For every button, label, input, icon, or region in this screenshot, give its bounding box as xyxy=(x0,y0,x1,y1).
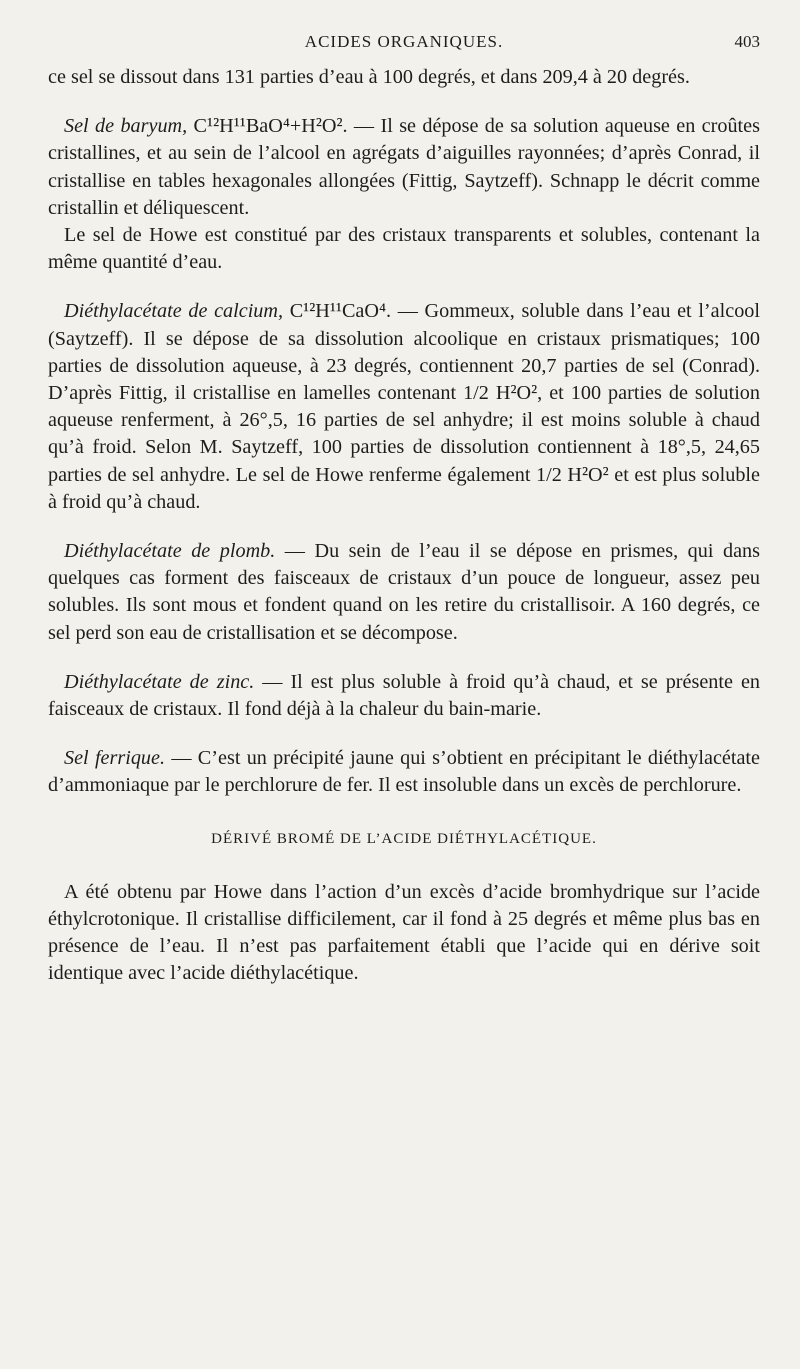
section-heading: DÉRIVÉ BROMÉ DE L’ACIDE DIÉTHYLACÉTIQUE. xyxy=(211,830,597,847)
text-zinc: — Il est plus soluble à froid qu’à chaud, et se présente en faisceaux de cristaux. Il fond déjà à la chaleur du bain-marie. xyxy=(48,670,760,721)
term-lead: Diéthylacétate de plomb. xyxy=(64,540,276,563)
text-ferric: — C’est un précipité jaune qui s’obtient en précipitant le diéthylacétate d’ammoniaque par le perchlorure de fer. Il est insoluble dans un excès de perchlorure. xyxy=(48,747,761,797)
running-title: ACIDES ORGANIQUES. xyxy=(304,32,504,51)
paragraph-bromo-derivative: A été obtenu par Howe dans l’action d’un excès d’acide bromhydrique sur l’acide éthylcrotonique. Il cristallise difficilement, car il fond à 25 degrés et même plus bas en présence de l’eau. Il n’est pas parfaitement établi que l’acide qui en dérive soit identique avec l’acide diéthylacétique. xyxy=(48,880,760,985)
text-lead: — Du sein de l’eau il se dépose en prismes, qui dans quelques cas forment des faisceaux de cristaux d’un pouce de longueur, assez peu solubles. Ils sont mous et fondent quand on les retire du cristallisoir. A 160 degrés, ce sel perd son eau de cristallisation et se décompose. xyxy=(48,540,760,644)
paragraph-continuation: ce sel se dissout dans 131 parties d’eau à 100 degrés, et dans 209,4 à 20 degrés. xyxy=(48,66,690,88)
paragraph-howe-salt: Le sel de Howe est constitué par des cristaux transparents et solubles, contenant la même quantité d’eau. xyxy=(48,224,760,274)
term-ferric: Sel ferrique. xyxy=(64,747,166,770)
text-barium-salt: C¹²H¹¹BaO⁴+H²O². — Il se dépose de sa solution aqueuse en croûtes cristallines, et au sein de l’alcool en agrégats d’aiguilles rayonnées; d’après Conrad, il cristallise en tables hexagonales allongées (Fittig, Saytzeff). Schnapp le décrit comme cristallin et déliquescent. xyxy=(48,115,760,219)
page-number: 403 xyxy=(734,32,760,51)
paragraph-barium-salt xyxy=(48,113,760,222)
page-header xyxy=(48,32,760,56)
term-calcium: Diéthylacétate de calcium, xyxy=(64,300,284,323)
paragraph-lead xyxy=(48,538,760,647)
paragraph-zinc xyxy=(48,669,760,723)
term-barium-salt: Sel de baryum, xyxy=(64,115,188,138)
paragraph-calcium xyxy=(48,298,760,516)
text-calcium: C¹²H¹¹CaO⁴. — Gommeux, soluble dans l’eau et l’alcool (Saytzeff). Il se dépose de sa dissolution alcoolique en cristaux prismatiques; 100 parties de dissolution aqueuse, à 23 degrés, contiennent 20,7 parties de sel (Conrad). D’après Fittig, il cristallise en lamelles contenant 1/2 H²O², et 100 parties de solution aqueuse renferment, à 26°,5, 16 parties de sel anhydre; il est moins soluble à chaud qu’à froid. Selon M. Saytzeff, 100 parties de dissolution contiennent à 18°,5, 24,65 parties de sel anhydre. Le sel de Howe renferme également 1/2 H²O² et est plus soluble à froid qu’à chaud. xyxy=(48,300,760,513)
term-zinc: Diéthylacétate de zinc. xyxy=(64,670,255,693)
body-text xyxy=(48,64,760,988)
paragraph-ferric xyxy=(48,745,760,799)
